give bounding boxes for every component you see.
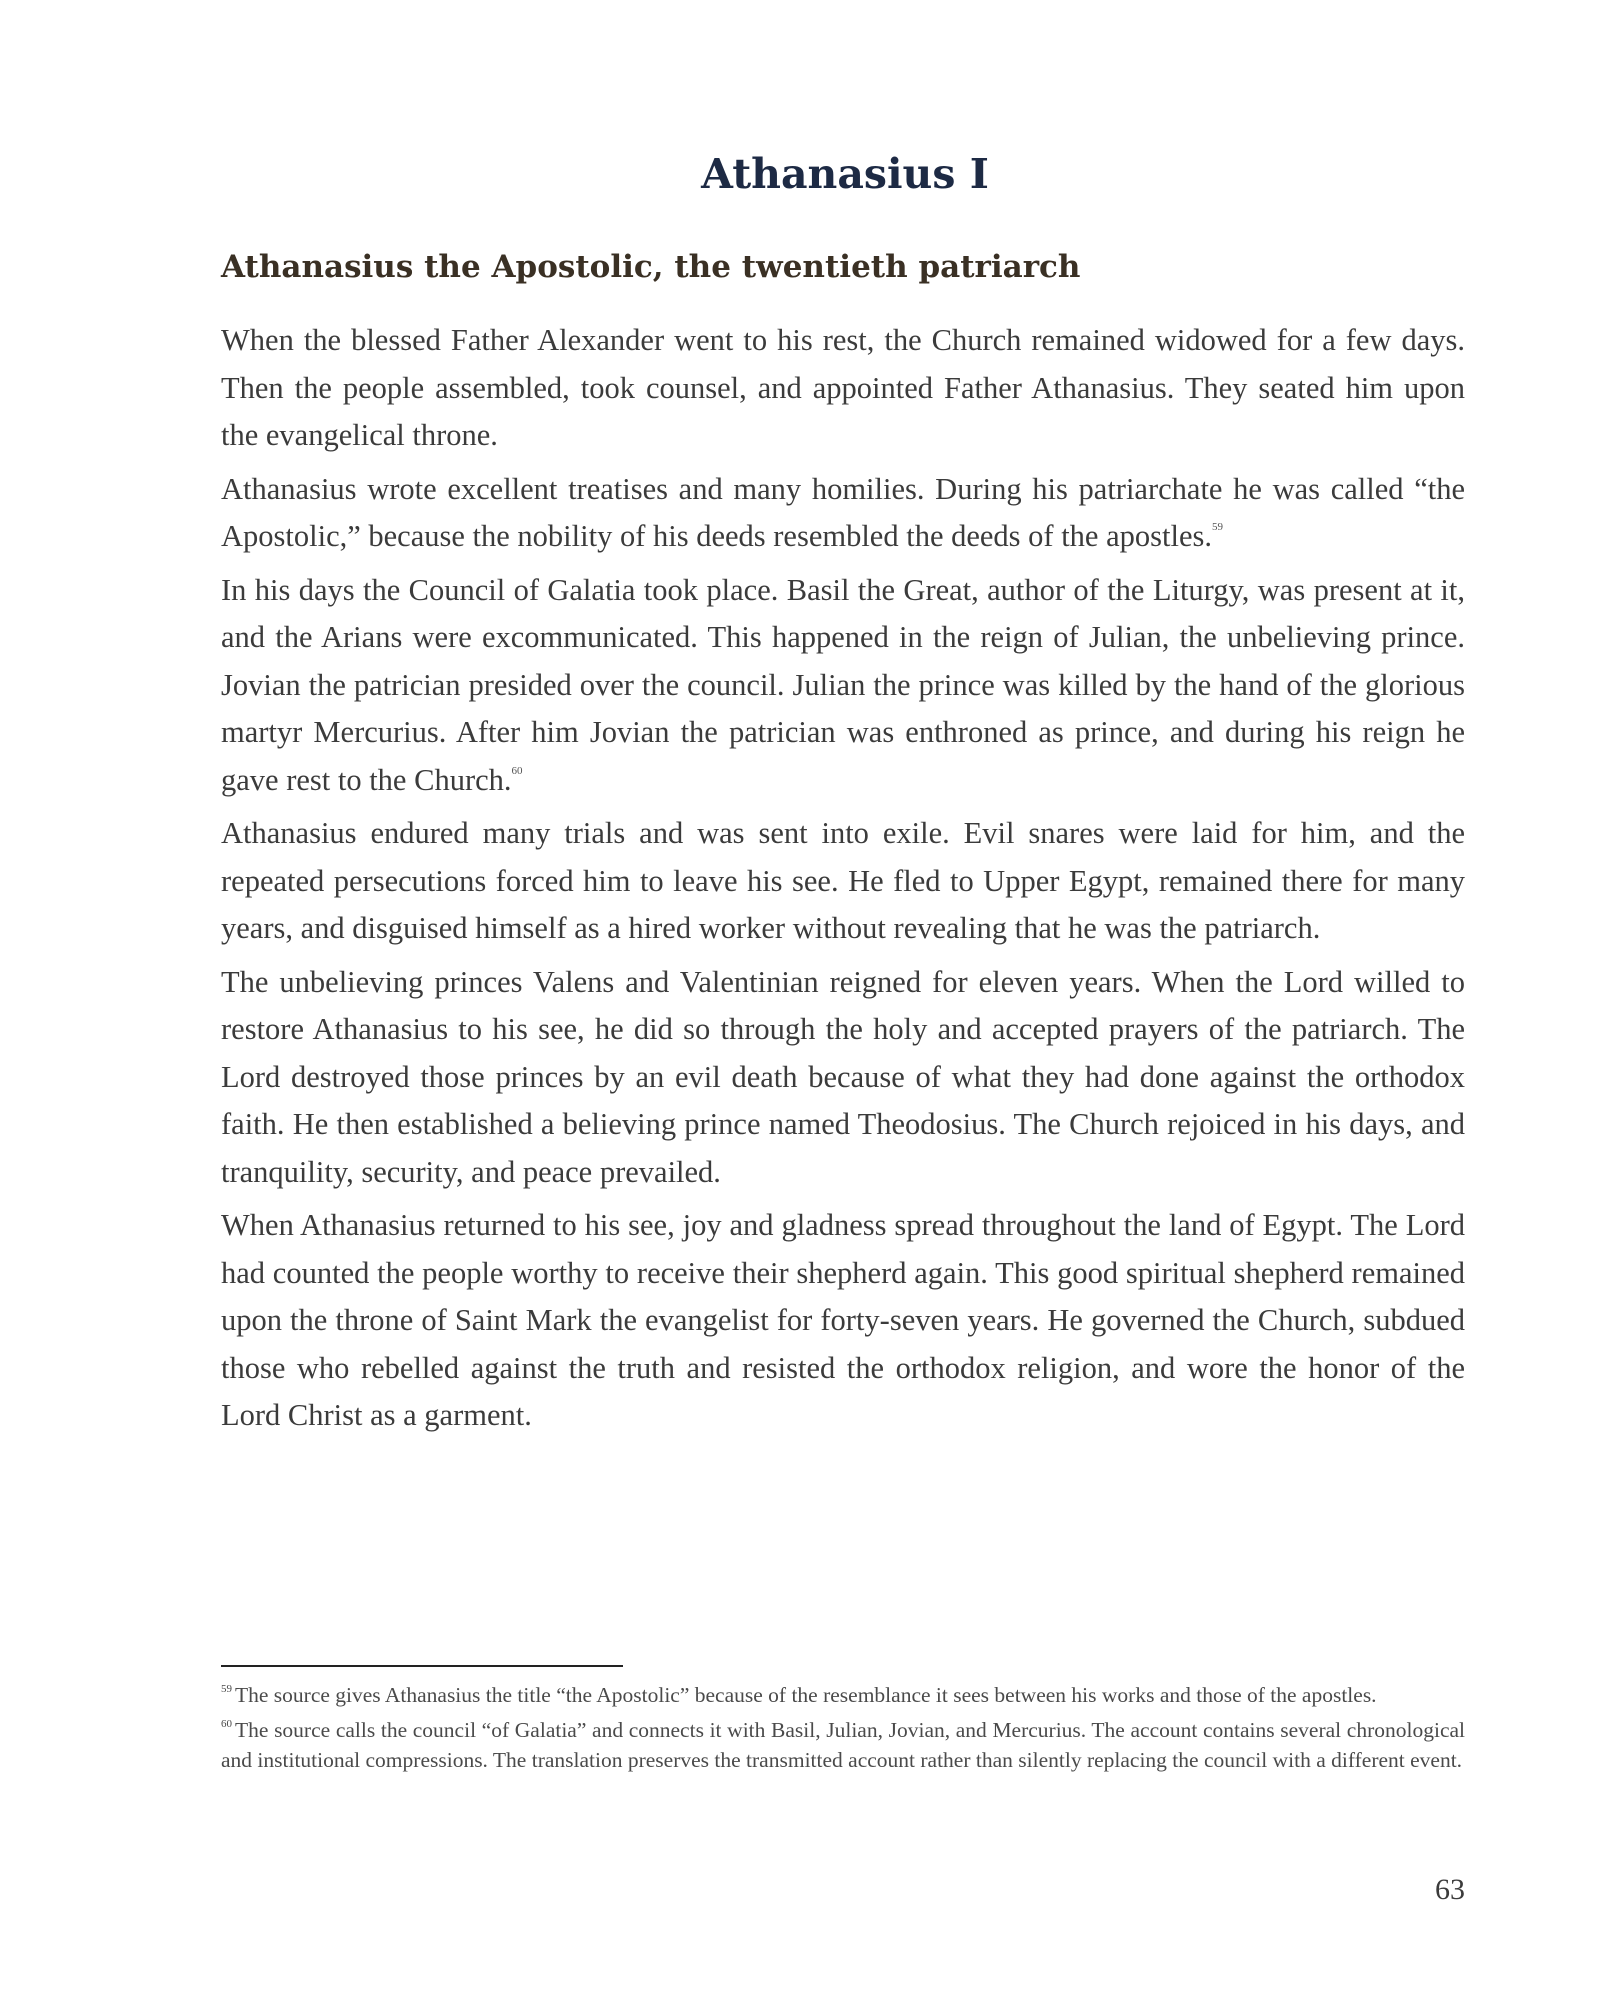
footnote-number: 59 [221, 1683, 232, 1695]
footnote-59 [221, 1680, 1465, 1711]
paragraph-1: When the blessed Father Alexander went to his rest, the Church remained widowed for a few days. Then the people assembled, took counsel, and appointed Father Athanasius. They seated him upon the evangelical throne. [221, 323, 1465, 452]
chapter-title: Athanasius I [701, 150, 989, 198]
paragraph-3: In his days the Council of Galatia took place. Basil the Great, author of the Liturgy, was present at it, and the Arians were excommunicated. This happened in the reign of Julian, the unbelieving prince. Jovian the patrician presided over the council. Julian the prince was killed by the hand of the glorious martyr Mercurius. After him Jovian the patrician was enthroned as prince, and during his reign he gave rest to the Church.$^{60}$ [221, 572, 1465, 797]
footnotes [221, 1680, 1465, 1780]
footnote-text: The source calls the council “of Galatia” and connects it with Basil, Julian, Jovian, and Mercurius. The account contains several chronological and institutional compressions. The translation preserves the transmitted account rather than silently replacing the council with a different event. [221, 1717, 1465, 1772]
footnote-separator [221, 1665, 623, 1667]
section-heading: Athanasius the Apostolic, the twentieth patriarch [221, 249, 1081, 285]
footnote-text: The source gives Athanasius the title “the Apostolic” because of the resemblance it sees between his works and those of the apostles. [235, 1683, 1377, 1707]
footnote-reference-59[interactable]: 59 [1211, 521, 1223, 533]
page-number: 63 [1435, 1873, 1465, 1906]
body-text [221, 317, 1465, 1446]
paragraph-2: Athanasius wrote excellent treatises and many homilies. During his patriarchate he was called “the Apostolic,” because the nobility of his deeds resembled the deeds of the apostles.$^{59}$ [221, 471, 1465, 553]
footnote-number: 60 [221, 1717, 232, 1730]
paragraph-4: Athanasius endured many trials and was sent into exile. Evil snares were laid for him, and the repeated persecutions forced him to leave his see. He fled to Upper Egypt, remained there for many years, and disguised himself as a hired worker without revealing that he was the patriarch. [221, 816, 1465, 945]
paragraph-6: When Athanasius returned to his see, joy and gladness spread throughout the land of Egypt. The Lord had counted the people worthy to receive their shepherd again. This good spiritual shepherd remained upon the throne of Saint Mark the evangelist for forty-seven years. He governed the Church, subdued those who rebelled against the truth and resisted the orthodox religion, and wore the honor of the Lord Christ as a garment. [221, 1208, 1465, 1432]
footnote-60 [221, 1715, 1465, 1776]
paragraph-5: The unbelieving princes Valens and Valentinian reigned for eleven years. When the Lord willed to restore Athanasius to his see, he did so through the holy and accepted prayers of the patriarch. The Lord destroyed those princes by an evil death because of what they had done against the orthodox faith. He then established a believing prince named Theodosius. The Church rejoiced in his days, and tranquility, security, and peace prevailed. [221, 964, 1465, 1189]
footnote-reference-60[interactable]: 60 [511, 764, 523, 777]
